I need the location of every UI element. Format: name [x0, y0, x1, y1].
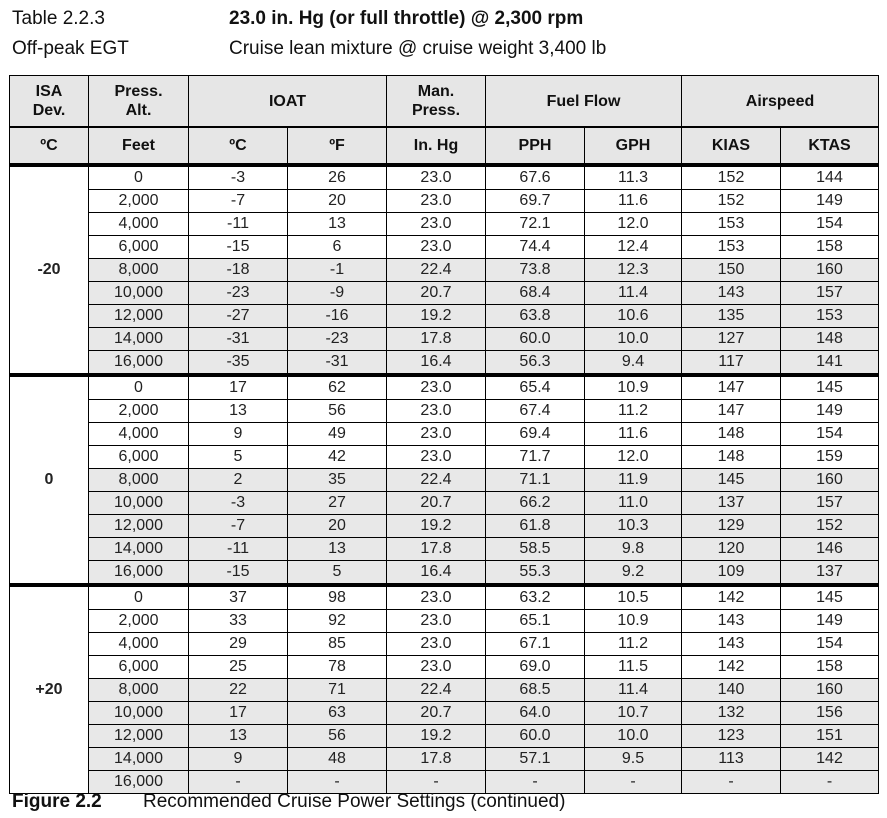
- man-press-cell: 20.7: [387, 282, 486, 305]
- table-row: [10, 748, 879, 771]
- unit-gph: GPH: [585, 127, 682, 165]
- press-alt-cell: 12,000: [89, 725, 189, 748]
- pph-cell: 65.4: [486, 375, 585, 400]
- egt-label: Off-peak EGT: [12, 38, 129, 59]
- gph-cell: 11.9: [585, 469, 682, 492]
- pph-cell: 60.0: [486, 328, 585, 351]
- table-row: [10, 236, 879, 259]
- ioat-c-cell: 17: [189, 375, 288, 400]
- gph-cell: 11.6: [585, 423, 682, 446]
- table-row: [10, 538, 879, 561]
- table-body: [10, 165, 879, 794]
- man-press-cell: 19.2: [387, 725, 486, 748]
- airspeed-header: Airspeed: [682, 76, 879, 128]
- gph-cell: 10.9: [585, 375, 682, 400]
- ioat-f-cell: 98: [288, 585, 387, 610]
- man-press-cell: 23.0: [387, 375, 486, 400]
- kias-cell: 148: [682, 446, 781, 469]
- ktas-cell: 153: [781, 305, 879, 328]
- table-row: [10, 259, 879, 282]
- pph-cell: 71.1: [486, 469, 585, 492]
- pph-cell: 72.1: [486, 213, 585, 236]
- table-row: [10, 561, 879, 586]
- kias-cell: 147: [682, 400, 781, 423]
- ktas-cell: 146: [781, 538, 879, 561]
- ioat-f-cell: 78: [288, 656, 387, 679]
- table-subtitle: Cruise lean mixture @ cruise weight 3,400 lb: [229, 38, 607, 59]
- gph-cell: 9.5: [585, 748, 682, 771]
- ioat-f-cell: 20: [288, 190, 387, 213]
- pph-cell: 64.0: [486, 702, 585, 725]
- unit-pph: PPH: [486, 127, 585, 165]
- press-alt-cell: 4,000: [89, 423, 189, 446]
- ioat-f-cell: 49: [288, 423, 387, 446]
- man-press-cell: 19.2: [387, 515, 486, 538]
- ioat-f-cell: 6: [288, 236, 387, 259]
- man-press-cell: 23.0: [387, 585, 486, 610]
- press-alt-cell: 14,000: [89, 328, 189, 351]
- press-alt-cell: 2,000: [89, 400, 189, 423]
- ioat-c-cell: -15: [189, 561, 288, 586]
- table-row: [10, 213, 879, 236]
- table-row: [10, 423, 879, 446]
- pph-cell: 69.4: [486, 423, 585, 446]
- kias-cell: 152: [682, 165, 781, 190]
- ioat-f-cell: 5: [288, 561, 387, 586]
- man-press-cell: 19.2: [387, 305, 486, 328]
- gph-cell: 9.4: [585, 351, 682, 376]
- ioat-c-cell: -11: [189, 538, 288, 561]
- table-number: Table 2.2.3: [12, 8, 105, 29]
- isa-dev-header-text: ISA Dev.: [32, 83, 66, 119]
- man-press-cell: 23.0: [387, 190, 486, 213]
- pph-cell: 65.1: [486, 610, 585, 633]
- gph-cell: 9.8: [585, 538, 682, 561]
- pph-cell: 63.8: [486, 305, 585, 328]
- kias-cell: 120: [682, 538, 781, 561]
- table-row: [10, 190, 879, 213]
- press-alt-cell: 0: [89, 375, 189, 400]
- man-press-cell: 23.0: [387, 213, 486, 236]
- press-alt-cell: 10,000: [89, 282, 189, 305]
- ioat-f-cell: 27: [288, 492, 387, 515]
- ktas-cell: 159: [781, 446, 879, 469]
- press-alt-cell: 2,000: [89, 190, 189, 213]
- ioat-c-cell: 25: [189, 656, 288, 679]
- ktas-cell: 137: [781, 561, 879, 586]
- kias-cell: 140: [682, 679, 781, 702]
- ioat-f-cell: 56: [288, 400, 387, 423]
- ioat-c-cell: 22: [189, 679, 288, 702]
- table-row: [10, 633, 879, 656]
- ktas-cell: 157: [781, 492, 879, 515]
- man-press-cell: 22.4: [387, 259, 486, 282]
- pph-cell: 58.5: [486, 538, 585, 561]
- ktas-cell: 145: [781, 585, 879, 610]
- unit-in-hg: In. Hg: [387, 127, 486, 165]
- man-press-cell: 23.0: [387, 236, 486, 259]
- pph-cell: -: [486, 771, 585, 794]
- man-press-cell: 23.0: [387, 656, 486, 679]
- table-row: [10, 165, 879, 190]
- ioat-c-cell: 9: [189, 423, 288, 446]
- kias-cell: 143: [682, 282, 781, 305]
- press-alt-header: [89, 76, 189, 128]
- press-alt-cell: 8,000: [89, 259, 189, 282]
- ioat-f-cell: -23: [288, 328, 387, 351]
- table-row: [10, 492, 879, 515]
- gph-cell: 10.7: [585, 702, 682, 725]
- man-press-header-text: Man. Press.: [411, 83, 461, 119]
- press-alt-cell: 4,000: [89, 633, 189, 656]
- man-press-cell: 20.7: [387, 702, 486, 725]
- ktas-cell: 157: [781, 282, 879, 305]
- pph-cell: 69.7: [486, 190, 585, 213]
- ktas-cell: 160: [781, 259, 879, 282]
- ioat-f-cell: 85: [288, 633, 387, 656]
- press-alt-cell: 6,000: [89, 656, 189, 679]
- kias-cell: 148: [682, 423, 781, 446]
- ktas-cell: 158: [781, 656, 879, 679]
- kias-cell: 153: [682, 213, 781, 236]
- gph-cell: 12.3: [585, 259, 682, 282]
- gph-cell: 11.0: [585, 492, 682, 515]
- press-alt-cell: 12,000: [89, 515, 189, 538]
- ktas-cell: 145: [781, 375, 879, 400]
- unit-kias: KIAS: [682, 127, 781, 165]
- kias-cell: 137: [682, 492, 781, 515]
- ktas-cell: -: [781, 771, 879, 794]
- ioat-f-cell: 62: [288, 375, 387, 400]
- ioat-f-cell: 71: [288, 679, 387, 702]
- gph-cell: 12.4: [585, 236, 682, 259]
- man-press-cell: 22.4: [387, 469, 486, 492]
- ioat-c-cell: -7: [189, 515, 288, 538]
- ktas-cell: 160: [781, 679, 879, 702]
- table-row: [10, 328, 879, 351]
- unit-ktas: KTAS: [781, 127, 879, 165]
- press-alt-cell: 6,000: [89, 446, 189, 469]
- gph-cell: 11.4: [585, 282, 682, 305]
- ioat-c-cell: 9: [189, 748, 288, 771]
- kias-cell: 143: [682, 633, 781, 656]
- gph-cell: 10.0: [585, 725, 682, 748]
- man-press-cell: -: [387, 771, 486, 794]
- table-row: [10, 469, 879, 492]
- ioat-f-cell: -31: [288, 351, 387, 376]
- kias-cell: 127: [682, 328, 781, 351]
- man-press-cell: 16.4: [387, 561, 486, 586]
- table-row: [10, 702, 879, 725]
- ioat-c-cell: -3: [189, 165, 288, 190]
- table-row: [10, 515, 879, 538]
- pph-cell: 66.2: [486, 492, 585, 515]
- unit-feet: Feet: [89, 127, 189, 165]
- ktas-cell: 160: [781, 469, 879, 492]
- isa-dev-value: +20: [10, 585, 89, 794]
- pph-cell: 55.3: [486, 561, 585, 586]
- gph-cell: -: [585, 771, 682, 794]
- table-row: [10, 400, 879, 423]
- pph-cell: 68.5: [486, 679, 585, 702]
- ioat-header: IOAT: [189, 76, 387, 128]
- press-alt-cell: 4,000: [89, 213, 189, 236]
- press-alt-header-text: Press. Alt.: [114, 83, 163, 119]
- table-row: [10, 725, 879, 748]
- pph-cell: 68.4: [486, 282, 585, 305]
- press-alt-cell: 0: [89, 165, 189, 190]
- press-alt-cell: 10,000: [89, 702, 189, 725]
- ioat-f-cell: 20: [288, 515, 387, 538]
- gph-cell: 11.3: [585, 165, 682, 190]
- pph-cell: 56.3: [486, 351, 585, 376]
- man-press-cell: 22.4: [387, 679, 486, 702]
- ktas-cell: 144: [781, 165, 879, 190]
- ioat-f-cell: -: [288, 771, 387, 794]
- man-press-cell: 23.0: [387, 633, 486, 656]
- ioat-f-cell: -9: [288, 282, 387, 305]
- ktas-cell: 154: [781, 423, 879, 446]
- ioat-c-cell: -3: [189, 492, 288, 515]
- kias-cell: 145: [682, 469, 781, 492]
- gph-cell: 10.9: [585, 610, 682, 633]
- gph-cell: 12.0: [585, 213, 682, 236]
- isa-dev-header: [10, 76, 89, 128]
- press-alt-cell: 16,000: [89, 561, 189, 586]
- gph-cell: 11.6: [585, 190, 682, 213]
- ioat-f-cell: 63: [288, 702, 387, 725]
- kias-cell: 113: [682, 748, 781, 771]
- press-alt-cell: 16,000: [89, 351, 189, 376]
- press-alt-cell: 0: [89, 585, 189, 610]
- ioat-c-cell: -23: [189, 282, 288, 305]
- kias-cell: 142: [682, 656, 781, 679]
- kias-cell: 117: [682, 351, 781, 376]
- kias-cell: 129: [682, 515, 781, 538]
- ioat-c-cell: -18: [189, 259, 288, 282]
- pph-cell: 67.4: [486, 400, 585, 423]
- gph-cell: 11.4: [585, 679, 682, 702]
- man-press-cell: 23.0: [387, 165, 486, 190]
- gph-cell: 11.2: [585, 400, 682, 423]
- man-press-cell: 23.0: [387, 400, 486, 423]
- ioat-c-cell: 33: [189, 610, 288, 633]
- kias-cell: 153: [682, 236, 781, 259]
- kias-cell: 142: [682, 585, 781, 610]
- man-press-header: [387, 76, 486, 128]
- pph-cell: 67.6: [486, 165, 585, 190]
- press-alt-cell: 14,000: [89, 748, 189, 771]
- ioat-f-cell: 35: [288, 469, 387, 492]
- press-alt-cell: 8,000: [89, 679, 189, 702]
- man-press-cell: 17.8: [387, 328, 486, 351]
- ktas-cell: 148: [781, 328, 879, 351]
- ktas-cell: 142: [781, 748, 879, 771]
- ioat-c-cell: 37: [189, 585, 288, 610]
- kias-cell: 152: [682, 190, 781, 213]
- gph-cell: 9.2: [585, 561, 682, 586]
- ioat-f-cell: 56: [288, 725, 387, 748]
- kias-cell: 150: [682, 259, 781, 282]
- ioat-c-cell: 5: [189, 446, 288, 469]
- figure-number: Figure 2.2: [12, 791, 102, 812]
- ioat-f-cell: 92: [288, 610, 387, 633]
- gph-cell: 11.2: [585, 633, 682, 656]
- unit-ioat-c: ºC: [189, 127, 288, 165]
- press-alt-cell: 10,000: [89, 492, 189, 515]
- pph-cell: 69.0: [486, 656, 585, 679]
- ioat-f-cell: -1: [288, 259, 387, 282]
- pph-cell: 60.0: [486, 725, 585, 748]
- table-row: [10, 610, 879, 633]
- pph-cell: 63.2: [486, 585, 585, 610]
- table-row: [10, 446, 879, 469]
- ktas-cell: 158: [781, 236, 879, 259]
- unit-isa-c: ºC: [10, 127, 89, 165]
- table-row: [10, 656, 879, 679]
- ioat-c-cell: -31: [189, 328, 288, 351]
- ktas-cell: 149: [781, 190, 879, 213]
- unit-ioat-f: ºF: [288, 127, 387, 165]
- figure-caption: [12, 790, 565, 814]
- man-press-cell: 16.4: [387, 351, 486, 376]
- cruise-power-table: [9, 75, 879, 794]
- press-alt-cell: 16,000: [89, 771, 189, 794]
- table-row: [10, 351, 879, 376]
- kias-cell: 132: [682, 702, 781, 725]
- ktas-cell: 154: [781, 633, 879, 656]
- ktas-cell: 152: [781, 515, 879, 538]
- gph-cell: 10.3: [585, 515, 682, 538]
- isa-dev-value: -20: [10, 165, 89, 375]
- table-row: [10, 305, 879, 328]
- ioat-f-cell: 26: [288, 165, 387, 190]
- ioat-c-cell: -35: [189, 351, 288, 376]
- gph-cell: 10.6: [585, 305, 682, 328]
- pph-cell: 71.7: [486, 446, 585, 469]
- figure-caption-text: Recommended Cruise Power Settings (continued): [143, 791, 566, 812]
- gph-cell: 10.5: [585, 585, 682, 610]
- kias-cell: 147: [682, 375, 781, 400]
- kias-cell: 143: [682, 610, 781, 633]
- ioat-c-cell: -27: [189, 305, 288, 328]
- man-press-cell: 23.0: [387, 610, 486, 633]
- ioat-f-cell: 13: [288, 538, 387, 561]
- ioat-c-cell: -: [189, 771, 288, 794]
- ioat-c-cell: 13: [189, 725, 288, 748]
- ioat-c-cell: -11: [189, 213, 288, 236]
- ioat-c-cell: 2: [189, 469, 288, 492]
- table-row: [10, 282, 879, 305]
- ktas-cell: 151: [781, 725, 879, 748]
- press-alt-cell: 14,000: [89, 538, 189, 561]
- ktas-cell: 141: [781, 351, 879, 376]
- ioat-c-cell: 13: [189, 400, 288, 423]
- man-press-cell: 20.7: [387, 492, 486, 515]
- ktas-cell: 149: [781, 400, 879, 423]
- pph-cell: 61.8: [486, 515, 585, 538]
- man-press-cell: 17.8: [387, 538, 486, 561]
- gph-cell: 10.0: [585, 328, 682, 351]
- press-alt-cell: 8,000: [89, 469, 189, 492]
- pph-cell: 74.4: [486, 236, 585, 259]
- ioat-f-cell: -16: [288, 305, 387, 328]
- ioat-f-cell: 13: [288, 213, 387, 236]
- pph-cell: 57.1: [486, 748, 585, 771]
- man-press-cell: 17.8: [387, 748, 486, 771]
- kias-cell: 109: [682, 561, 781, 586]
- ktas-cell: 149: [781, 610, 879, 633]
- ioat-f-cell: 42: [288, 446, 387, 469]
- table-title: 23.0 in. Hg (or full throttle) @ 2,300 rpm: [229, 8, 584, 29]
- ioat-f-cell: 48: [288, 748, 387, 771]
- isa-dev-value: 0: [10, 375, 89, 585]
- ioat-c-cell: 29: [189, 633, 288, 656]
- fuel-flow-header: Fuel Flow: [486, 76, 682, 128]
- ioat-c-cell: -7: [189, 190, 288, 213]
- press-alt-cell: 12,000: [89, 305, 189, 328]
- man-press-cell: 23.0: [387, 446, 486, 469]
- kias-cell: -: [682, 771, 781, 794]
- ioat-c-cell: -15: [189, 236, 288, 259]
- table-row: [10, 375, 879, 400]
- pph-cell: 73.8: [486, 259, 585, 282]
- gph-cell: 11.5: [585, 656, 682, 679]
- gph-cell: 12.0: [585, 446, 682, 469]
- man-press-cell: 23.0: [387, 423, 486, 446]
- kias-cell: 123: [682, 725, 781, 748]
- ioat-c-cell: 17: [189, 702, 288, 725]
- ktas-cell: 154: [781, 213, 879, 236]
- ktas-cell: 156: [781, 702, 879, 725]
- press-alt-cell: 6,000: [89, 236, 189, 259]
- press-alt-cell: 2,000: [89, 610, 189, 633]
- pph-cell: 67.1: [486, 633, 585, 656]
- table-row: [10, 679, 879, 702]
- table-row: [10, 585, 879, 610]
- kias-cell: 135: [682, 305, 781, 328]
